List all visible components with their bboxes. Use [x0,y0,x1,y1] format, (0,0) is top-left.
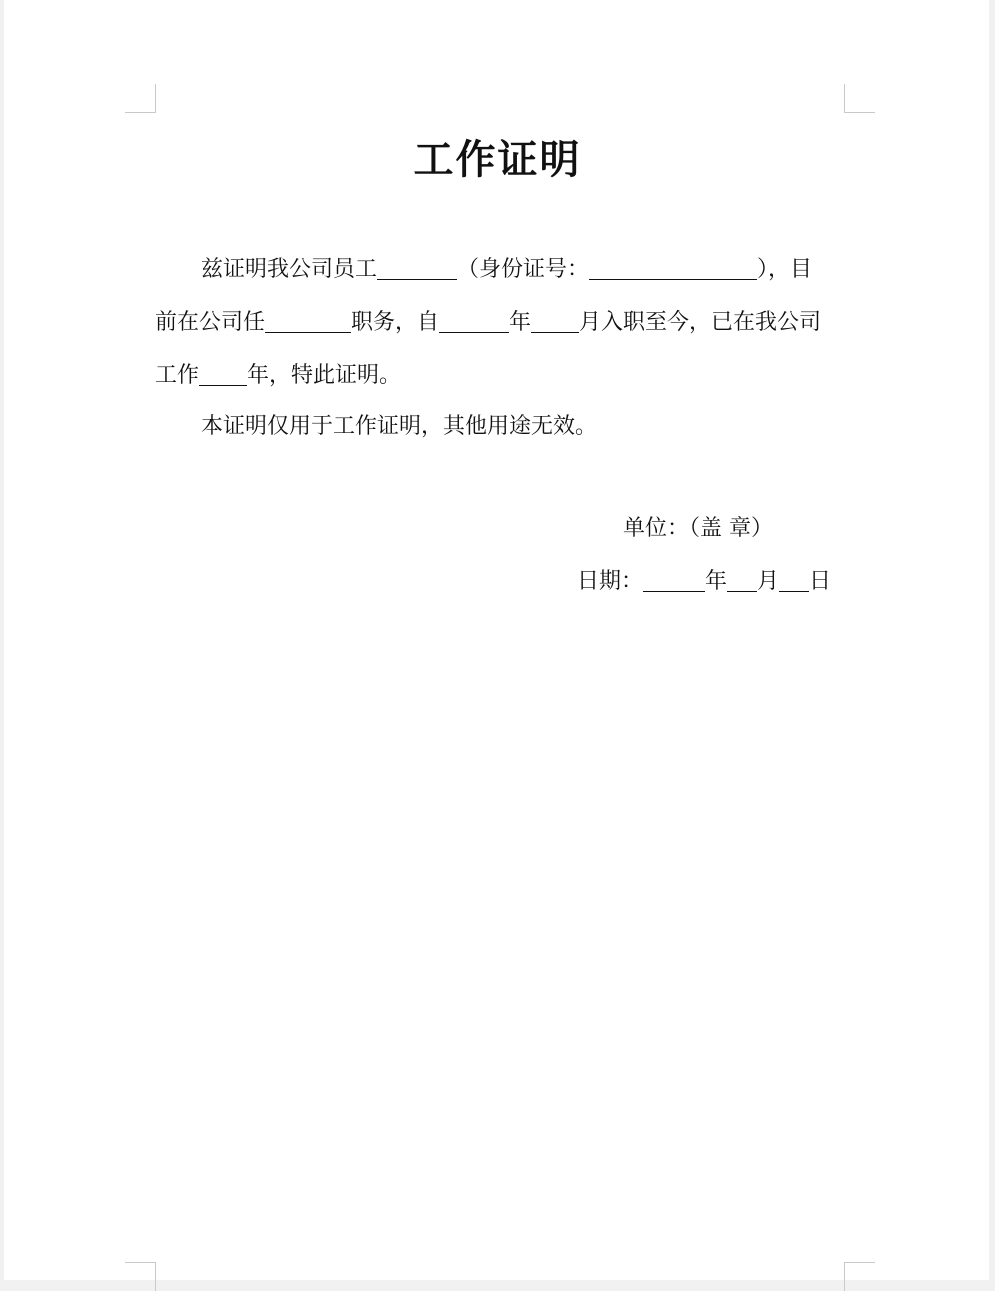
margin-corner-bottom-right [844,1262,875,1291]
date-day-blank[interactable] [779,567,809,592]
margin-corner-top-right [844,84,875,113]
text-month-continue: 月入职至今，已在我公司 [579,310,822,335]
date-day-text: 日 [809,569,832,594]
start-year-blank[interactable] [439,308,509,333]
margin-corner-top-left [125,84,156,113]
date-line [577,567,831,597]
text-position-intro: 前在公司任 [155,310,266,335]
date-label: 日期： [577,569,644,594]
date-year-text: 年 [705,569,728,594]
unit-seal-line: 单位：（盖 章） [623,516,773,541]
document-page [4,0,989,1280]
years-worked-blank[interactable] [199,361,247,386]
text-year: 年 [509,310,532,335]
text-employee-intro: 兹证明我公司员工 [201,257,378,282]
text-id-label: （身份证号： [457,257,590,282]
text-work: 工作 [155,363,200,388]
text-id-close: ），目 [757,257,813,282]
para2-line: 本证明仅用于工作证明，其他用途无效。 [201,414,598,439]
margin-corner-bottom-left [125,1262,156,1291]
date-month-text: 月 [757,569,780,594]
employee-name-blank[interactable] [377,255,457,280]
date-month-blank[interactable] [727,567,757,592]
para1-line1 [201,255,812,285]
document-title: 工作证明 [413,137,582,183]
date-year-blank[interactable] [643,567,705,592]
text-certify: 年，特此证明。 [247,363,402,388]
para1-line3 [155,361,401,391]
position-blank[interactable] [265,308,351,333]
para1-line2 [155,308,821,338]
id-number-blank[interactable] [589,255,757,280]
text-position-suffix: 职务，自 [351,310,440,335]
start-month-blank[interactable] [531,308,579,333]
